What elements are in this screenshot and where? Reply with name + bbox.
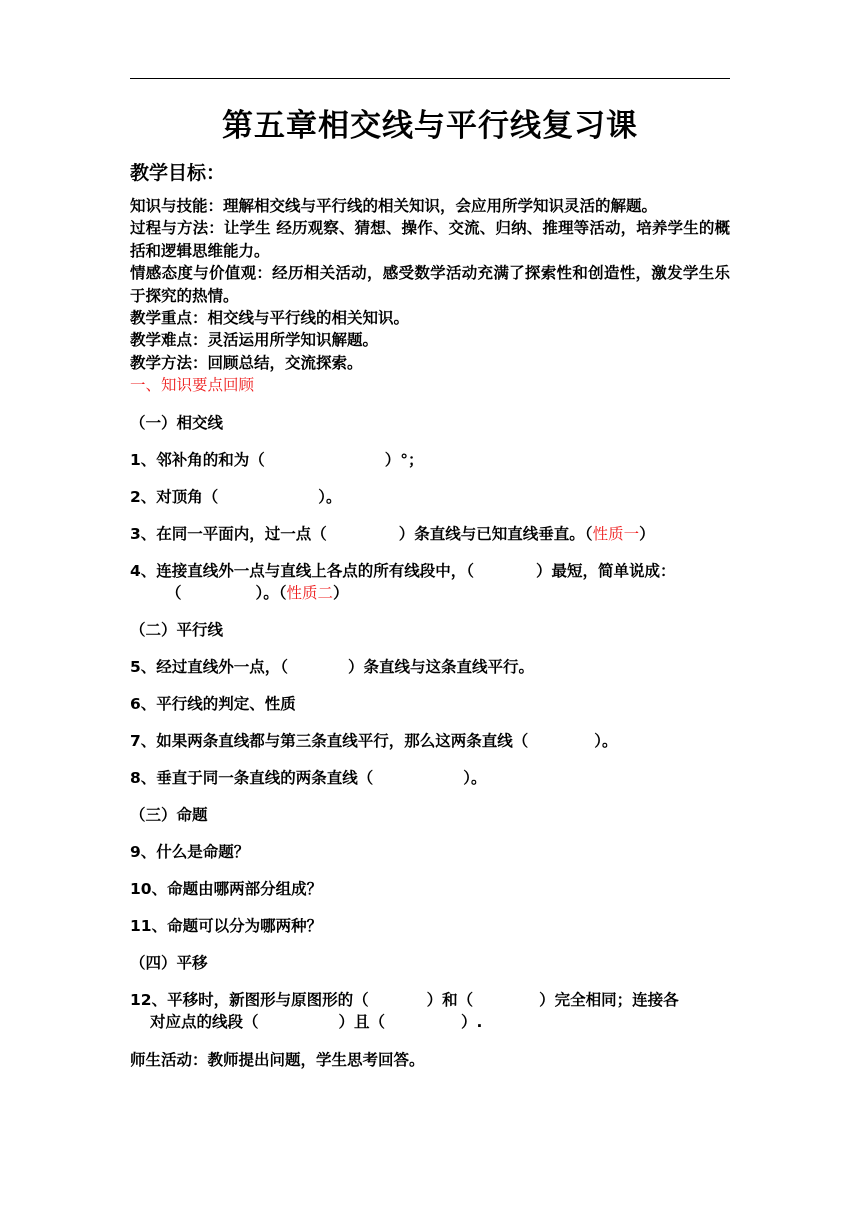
question-text: 8、垂直于同一条直线的两条直线（	[130, 769, 374, 787]
teaching-method: 教学方法：回顾总结，交流探索。	[130, 354, 363, 372]
question-text: 5、经过直线外一点，（	[130, 658, 289, 676]
question-11: 11、命题可以分为哪两种？	[130, 917, 323, 935]
question-text: 1、邻补角的和为（	[130, 451, 265, 469]
key-point: 教学重点：相交线与平行线的相关知识。	[130, 309, 410, 327]
question-7	[130, 730, 730, 752]
question-6: 6、平行线的判定、性质	[130, 695, 296, 713]
question-text: ）。	[463, 769, 487, 787]
question-text: ）。（	[255, 584, 287, 602]
question-1	[130, 449, 730, 471]
question-text: ）条直线与已知直线垂直。（	[398, 525, 593, 543]
difficult-point: 教学难点：灵活运用所学知识解题。	[130, 331, 379, 349]
teacher-student-activity: 师生活动：教师提出问题，学生思考回答。	[130, 1051, 425, 1069]
question-9: 9、什么是命题？	[130, 843, 250, 861]
question-text: 4、连接直线外一点与直线上各点的所有线段中，（	[130, 562, 475, 580]
goal-process: 过程与方法：让学生 经历观察、猜想、操作、交流、归纳、推理等活动，培养学生的概括和逻辑思维能力。	[130, 219, 730, 260]
question-text: ）最短，简单说成：	[536, 562, 676, 580]
question-text: 3、在同一平面内，过一点（	[130, 525, 327, 543]
question-text: 7、如果两条直线都与第三条直线平行，那么这两条直线（	[130, 732, 529, 750]
property-label: 性质一	[592, 525, 640, 543]
question-4	[130, 560, 730, 604]
question-4-continuation	[130, 582, 730, 604]
question-text: （	[166, 584, 182, 602]
page-title: 第五章相交线与平行线复习课	[222, 108, 638, 144]
question-text: ）。	[594, 732, 618, 750]
section-propositions: （三）命题	[130, 806, 208, 824]
question-text: ）完全相同；连接各	[539, 991, 679, 1009]
goal-knowledge: 知识与技能：理解相交线与平行线的相关知识，会应用所学知识灵活的解题。	[130, 197, 658, 215]
question-text: ）和（	[426, 991, 474, 1009]
header-rule	[130, 78, 730, 79]
question-text: ）	[639, 525, 655, 543]
section-intersecting-lines: （一）相交线	[130, 414, 224, 432]
question-2	[130, 486, 730, 508]
question-text: 12、平移时，新图形与原图形的（	[130, 991, 369, 1009]
question-text: ）	[333, 584, 349, 602]
question-text: ）.	[461, 1013, 483, 1031]
section-translation: （四）平移	[130, 954, 208, 972]
section-parallel-lines: （二）平行线	[130, 621, 224, 639]
question-text: ）。	[318, 488, 342, 506]
question-8	[130, 767, 730, 789]
question-12	[130, 989, 730, 1033]
question-5	[130, 656, 730, 678]
question-text: 2、对顶角（	[130, 488, 219, 506]
question-text: ）且（	[338, 1013, 386, 1031]
goals-heading: 教学目标：	[130, 162, 226, 184]
question-text: ）条直线与这条直线平行。	[348, 658, 535, 676]
property-label: 性质二	[286, 584, 334, 602]
question-3	[130, 523, 730, 545]
section-review-heading: 一、知识要点回顾	[130, 376, 255, 394]
question-10: 10、命题由哪两部分组成？	[130, 880, 323, 898]
question-text: 对应点的线段（	[150, 1013, 259, 1031]
question-text: ）°；	[384, 451, 424, 469]
goal-emotion: 情感态度与价值观：经历相关活动，感受数学活动充满了探索性和创造性，激发学生乐于探究的热情。	[130, 264, 730, 305]
question-12-continuation	[130, 1011, 730, 1033]
